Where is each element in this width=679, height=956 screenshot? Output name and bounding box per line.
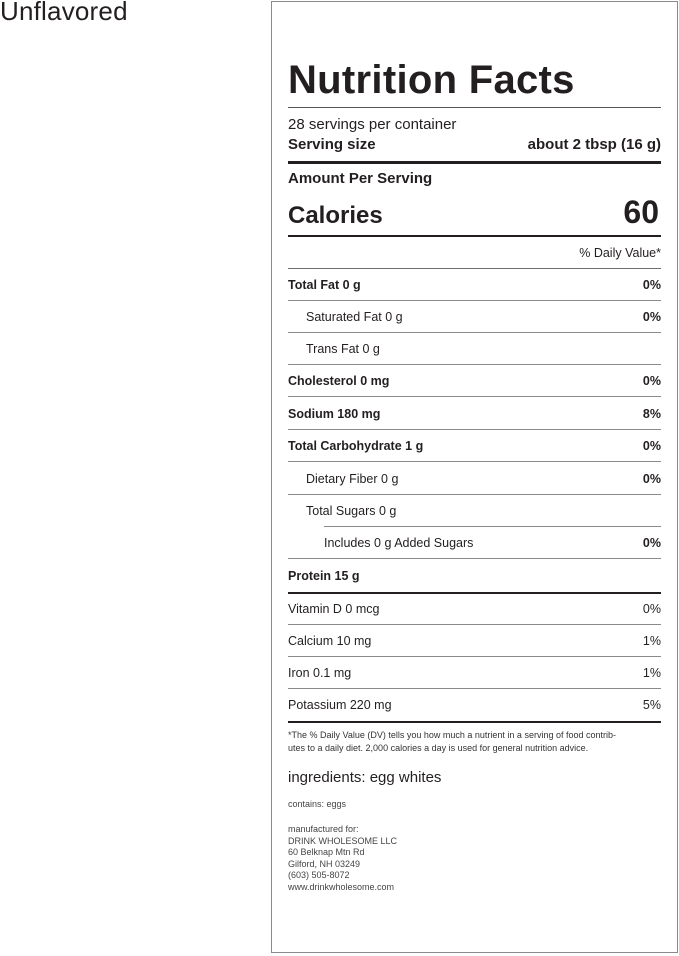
manufacturer-website: www.drinkwholesome.com	[288, 881, 395, 892]
nutrient-name: Includes 0 g Added Sugars	[324, 536, 474, 550]
manufacturer-city: Gilford, NH 03249	[288, 858, 361, 869]
allergen-contains: contains: eggs	[288, 799, 347, 809]
nutrient-row-protein	[288, 560, 661, 592]
nutrient-name: Trans Fat 0 g	[306, 342, 380, 356]
nutrient-name: Cholesterol 0 mg	[288, 374, 390, 388]
nutrient-dv: 0%	[642, 536, 661, 550]
vitamin-dv: 1%	[642, 634, 661, 648]
nutrient-row-trans-fat	[288, 333, 661, 365]
nutrient-name: Total Carbohydrate 1 g	[288, 439, 424, 453]
nutrient-row-cholesterol	[288, 365, 661, 397]
calories-divider	[288, 235, 661, 237]
nutrient-name: Saturated Fat 0 g	[306, 310, 403, 324]
serving-size-value: about 2 tbsp (16 g)	[527, 136, 661, 153]
vitamin-row-potassium	[288, 689, 661, 721]
nutrient-row-added-sugars	[288, 527, 661, 559]
manufacturer-info	[288, 824, 397, 894]
vitamin-row-calcium	[288, 625, 661, 657]
vitamin-row-vitamin-d	[288, 593, 661, 625]
manufacturer-company: DRINK WHOLESOME LLC	[288, 835, 398, 846]
nutrient-dv: 0%	[642, 374, 661, 388]
nutrient-dv: 0%	[642, 310, 661, 324]
vitamin-dv: 0%	[642, 602, 661, 616]
serving-divider	[288, 161, 661, 164]
calories-label: Calories	[288, 202, 383, 229]
daily-value-footnote	[288, 729, 661, 755]
footnote-divider	[288, 721, 661, 723]
nutrient-dv: 0%	[642, 278, 661, 292]
manufacturer-street: 60 Belknap Mtn Rd	[288, 847, 365, 858]
nutrient-row-total-carbohydrate	[288, 430, 661, 462]
vitamin-row-iron	[288, 657, 661, 689]
amount-per-serving: Amount Per Serving	[288, 170, 433, 187]
nutrient-name: Sodium 180 mg	[288, 407, 381, 421]
vitamin-name: Vitamin D 0 mcg	[288, 602, 380, 616]
vitamin-dv: 1%	[642, 666, 661, 680]
row-divider	[288, 396, 661, 397]
nutrient-name: Dietary Fiber 0 g	[306, 472, 399, 486]
nutrient-dv: 8%	[642, 407, 661, 421]
serving-size-label: Serving size	[288, 136, 376, 153]
title-divider	[288, 107, 661, 108]
footnote-line: utes to a daily diet. 2,000 calories a day is used for general nutrition advice.	[288, 743, 589, 753]
row-divider	[288, 558, 661, 559]
nutrient-name: Total Sugars 0 g	[306, 504, 397, 518]
servings-per-container: 28 servings per container	[288, 116, 457, 133]
manufacturer-heading: manufactured for:	[288, 824, 359, 834]
nutrient-row-dietary-fiber	[288, 463, 661, 495]
vitamin-name: Iron 0.1 mg	[288, 666, 352, 680]
nutrient-name: Total Fat 0 g	[288, 278, 361, 292]
nutrition-title: Nutrition Facts	[288, 58, 575, 102]
footnote-line: *The % Daily Value (DV) tells you how much a nutrient in a serving of food contrib-	[288, 730, 616, 740]
nutrition-facts-panel	[271, 1, 678, 953]
nutrient-dv: 0%	[642, 439, 661, 453]
vitamin-dv: 5%	[642, 698, 661, 712]
vitamin-name: Calcium 10 mg	[288, 634, 372, 648]
daily-value-header: % Daily Value*	[579, 246, 661, 260]
nutrient-row-sodium	[288, 398, 661, 430]
vitamin-name: Potassium 220 mg	[288, 698, 392, 712]
ingredients: ingredients: egg whites	[288, 769, 442, 786]
flavor-heading: Unflavored	[0, 0, 128, 26]
manufacturer-phone: (603) 505-8072	[288, 870, 350, 881]
nutrient-row-total-fat	[288, 269, 661, 301]
nutrient-row-total-sugars	[288, 495, 661, 527]
serving-size-row	[288, 136, 661, 153]
nutrient-dv: 0%	[642, 472, 661, 486]
nutrient-row-saturated-fat	[288, 301, 661, 333]
row-divider	[288, 461, 661, 462]
nutrient-name: Protein 15 g	[288, 569, 360, 583]
calories-value: 60	[623, 194, 659, 230]
